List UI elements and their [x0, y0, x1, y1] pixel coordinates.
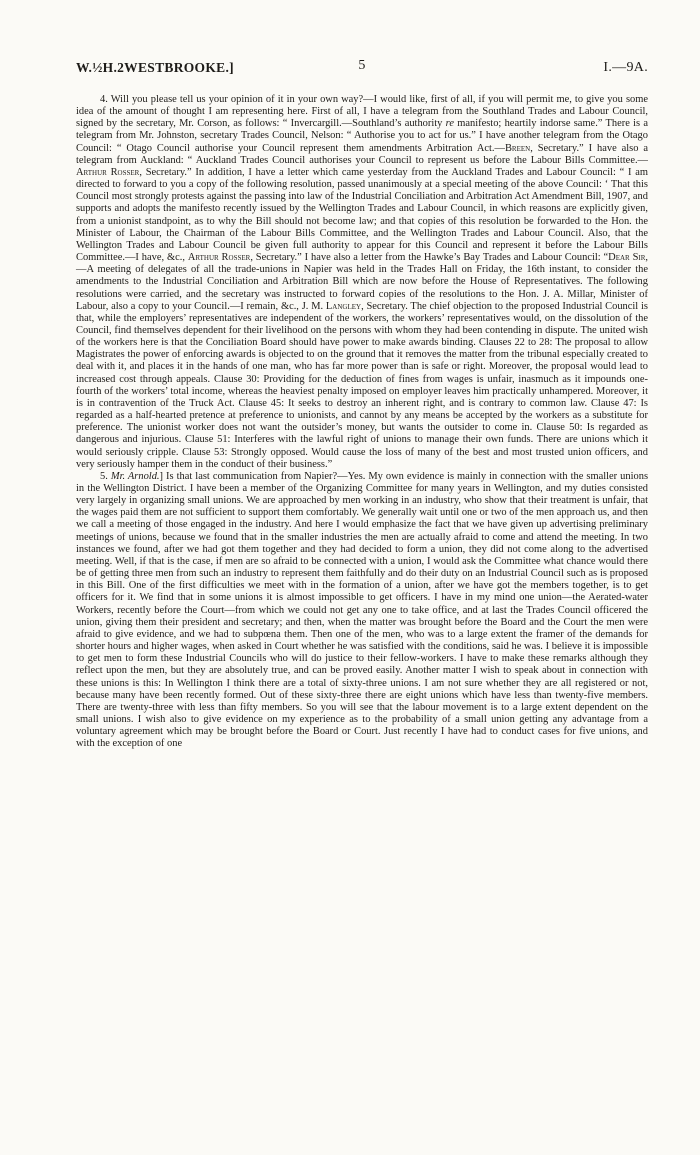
page-header — [76, 60, 648, 82]
paragraph — [76, 471, 648, 751]
text-run: manifesto; heartily indorse same.” There is a telegram from Mr. Johnston, secretary Trades Council, Nelson: “ Authorise you to act for us.” I have another telegram from the Otago Council: “ Otago Council authorise your Council represent them amendments Arbitration Act.— — [76, 118, 648, 154]
text-run: , Secretary. The chief objection to the proposed Industrial Council is that, while the employers’ representatives are independent of the workers, the workers’ representatives would, on the dissolution of the Council, find themselves dependent for their livelihood on the persons with whom they had been contending in dispute. The united wish of the workers here is that the Conciliation Board should have power to make awards binding. Clauses 22 to 28: The proposal to allow Magistrates the power of enforcing awards is objected to on the ground that it removes the matter from the tribunal especially created to deal with it, and places it in the hands of one man, who has far more power than is safe or right. Moreover, the proposal would lead to increased cost through appeals. Clause 30: Providing for the deduction of fines from wages is unfair, inasmuch as it impounds one-fourth of the workers’ total income, whereas the heaviest penalty imposed on employer leaves him practically unhampered. Moreover, it is in contravention of the Truck Act. Clause 45: It seeks to destroy an inherent right, and is contrary to common law. Clause 47: Is regarded as a half-hearted pretence at preference to unionists, and cannot by any means be accepted by the workers as a substitute for preference. The unionist worker does not want the outsider’s money, but wants the outsider to come in. Clause 50: Is regarded as dangerous and injurious. Clause 51: Interferes with the lawful right of unions to manage their own funds. There are unions which it would seriously cripple. Clause 53: Strongly opposed. Would cause the loss of many of the best and most trusted union officers, and very seriously hamper them in the conduct of their business.” — [76, 300, 648, 470]
text-run: , Secretary.” I have also a letter from the Hawke’s Bay Trades and Labour Council: “ — [250, 252, 609, 264]
body-text — [76, 94, 648, 750]
text-run: Arthur Rosser — [187, 252, 251, 264]
text-run: Langley — [325, 300, 362, 312]
text-run: , Secretary.” I have also a telegram from Auckland: “ Auckland Trades Council authorises your Council to represent us before the Labour Bills Committee.— — [76, 142, 648, 166]
text-run: , Secretary.” In addition, I have a letter which came yesterday from the Auckland Trades and Labour Council: “ I am directed to forward to you a copy of the following resolution, passed unanimously at a special meeting of the above Council: ‘ That this Council most strongly protests against the passing into law of the Industrial Conciliation and Arbitration Act Amendment Bill, 1907, and supports and adopts the manifesto recently issued by the Wellington Trades and Labour Council, in which reasons are explicitly given, from a unionist standpoint, as to why the Bill should not become law; and that copies of this resolution be forwarded to the Hon. the Minister of Labour, the Chairman of the Labour Bills Committee, and the Wellington Trades and Labour Council. Also, that the Wellington Trades and Labour Council be given full authority to appear for this Council and represent it before the Labour Bills Committee.—I have, &c., — [76, 166, 649, 264]
text-run: 5. — [100, 470, 111, 482]
text-run: Mr. Arnold. — [110, 470, 160, 482]
text-run: re — [445, 118, 454, 130]
page-number: 5 — [358, 58, 366, 73]
paragraph — [76, 94, 648, 471]
text-run: Arthur Rosser — [76, 166, 140, 178]
header-document-code: I.—9A. — [603, 60, 648, 75]
text-run: 4. Will you please tell us your opinion of it in your own way?—I would like, first of all, if you will permit me, to give you some idea of the amount of thought I am representing here. First of all, I have a telegram from the Southland Trades and Labour Council, signed by the secretary, Mr. Corson, as follows: “ Invercargill.—Southland’s authority — [76, 94, 648, 130]
text-run: Dear Sir — [608, 252, 646, 264]
text-run: ] Is that last communication from Napier?—Yes. My own evidence is mainly in connection with the smaller unions in the Wellington District. I have been a member of the Organizing Committee for many years in Wellington, and my duties consisted very largely in organizing small unions. We are approached by men working in an industry, who show that their treatment is unfair, that the wages paid them are not sufficient to support them comfortably. We generally wait until one or two of the men approach us, and then we call a meeting of those engaged in the industry. And here I would emphasize the fact that we have given up advertising preliminary meetings of unions, because we found that in the smaller industries the men are actually afraid to come and attend the meeting. In two instances we found, after we had got them together and they had decided to form a union, they did not come along to the advertised meeting. Well, if that is the case, if men are so afraid to be connected with a union, I would ask the Committee what chance would there be of getting three men from such an industry to represent them faithfully and do their duty on an Industrial Council such as is proposed in this Bill. One of the first difficulties we meet with in the formation of a union, after we have got the members together, is to get officers for it. We find that in some unions it is almost impossible to get officers. I have in my mind one union—the Aerated-water Workers, recently before the Court—from which we could not get any one to take office, and at last the Trades Council officered the union, giving them their president and secretary; and then, when the matter was brought before the Board and the Court the men were afraid to give evidence, and we had to subpœna them. Then one of the men, who was to a large extent the framer of the demands for shorter hours and higher wages, when asked in Court whether he was satisfied with the conditions, said he was. I believe it is impossible to get men to form these Industrial Councils who will do justice to their fellow-workers. I have to make these remarks although they reflect upon the men, but they are absolutely true, and can be proved easily. Another matter I wish to speak about in connection with these unions is this: In Wellington I think there are a total of sixty-three unions. I am not sure whether they are all registered or not, because many have been recently formed. Out of these sixty-three there are eight unions which have less than twenty-five members. There are twenty-three with less than fifty members. So you will see that the labour movement is to a large extent dependent on the small unions. I wish also to give evidence on my experience as to the probability of a small union getting any advantage from a voluntary agreement which may be brought before the Board or Court. Just recently I have had to conduct cases for five unions, and with the exception of one — [76, 470, 649, 750]
text-run: ,—A meeting of delegates of all the trade-unions in Napier was held in the Trades Hall on Friday, the 16th instant, to consider the amendments to the Industrial Conciliation and Arbitration Bill which are now before the House of Representatives. The following resolutions were carried, and the secretary was instructed to forward copies of the resolutions to the Hon. J. A. Millar, Minister of Labour, also a copy to your Council.—I remain, &c., J. M. — [76, 252, 649, 312]
header-witness-name: W.½H.2WESTBROOKE.] — [76, 60, 234, 75]
text-run: Breen — [504, 142, 531, 154]
